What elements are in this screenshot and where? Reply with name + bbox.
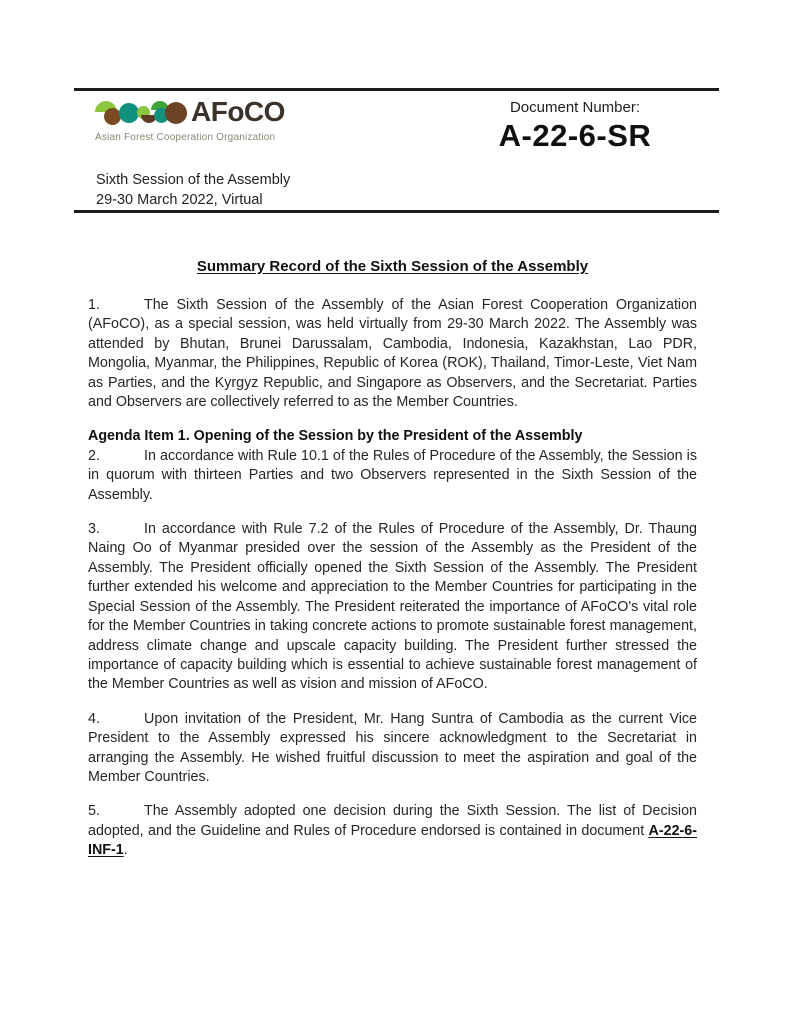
document-number-value: A-22-6-SR bbox=[498, 118, 652, 153]
header-rule-top bbox=[74, 88, 719, 91]
paragraph-5-text-before: The Assembly adopted one decision during the Sixth Session. The list of Decision adopted, and the Guideline and Rules of Procedure endorsed is contained in document bbox=[88, 803, 697, 839]
agenda-item-1-heading: Agenda Item 1. Opening of the Session by the President of the Assembly bbox=[88, 428, 583, 445]
paragraph-2-text: In accordance with Rule 10.1 of the Rules of Procedure of the Assembly, the Session is in quorum with thirteen Parties and two Observers represented in the Sixth Session of the Assembly. bbox=[88, 447, 697, 503]
paragraph-5 bbox=[88, 802, 697, 860]
paragraph-1-text: The Sixth Session of the Assembly of the Asian Forest Cooperation Organization (AFoCO), as a special session, was held virtually from 29-30 March 2022. The Assembly was attended by Bhutan, Brunei Darussalam, Cambodia, Indonesia, Kazakhstan, Lao PDR, Mongolia, Myanmar, the Philippines, Republic of Korea (ROK), Thailand, Timor-Leste, Viet Nam as Parties, and the Kyrgyz Republic, and Singapore as Observers, and the Secretariat. Parties and Observers are collectively referred to as the Member Countries. bbox=[88, 297, 697, 411]
document-number-label: Document Number: bbox=[509, 99, 641, 116]
document-ref-link[interactable]: A-22-6-INF-1 bbox=[88, 822, 697, 859]
document-number-block bbox=[455, 99, 695, 154]
paragraph-5-text-after: . bbox=[123, 842, 128, 859]
logo-brand-text: AFoCO bbox=[191, 96, 285, 127]
paragraph-1 bbox=[88, 296, 697, 412]
paragraph-3-number: 3. bbox=[88, 521, 100, 538]
paragraph-2 bbox=[88, 447, 697, 505]
afoco-logo-icon bbox=[95, 98, 187, 129]
paragraph-2-number: 2. bbox=[88, 447, 100, 464]
afoco-logo bbox=[95, 96, 395, 143]
paragraph-5-number: 5. bbox=[88, 803, 100, 820]
paragraph-3-text: In accordance with Rule 7.2 of the Rules of Procedure of the Assembly, Dr. Thaung Naing Oo of Myanmar presided over the session of the Assembly as the President of the Assembly. The President officially opened the Sixth Session of the Assembly. The President further extended his welcome and appreciation to the Member Countries for participating in the Special Session of the Assembly. The President reiterated the importance of AFoCO's vital role for the Member Countries in taking concrete actions to promote sustainable forest management, address climate change and upscale capacity building. The President further stressed the importance of capacity building which is essential to achieve sustainable forest management of the Member Countries as well as vision and mission of AFoCO. bbox=[88, 521, 697, 693]
paragraph-3 bbox=[88, 520, 697, 695]
logo-tree-shape bbox=[119, 103, 139, 123]
document-title: Summary Record of the Sixth Session of the Assembly bbox=[196, 258, 589, 275]
logo-tagline: Asian Forest Cooperation Organization bbox=[95, 132, 276, 143]
header-rule-bottom bbox=[74, 210, 719, 213]
logo-tree-shape bbox=[165, 102, 187, 124]
paragraph-4-text: Upon invitation of the President, Mr. Hang Suntra of Cambodia as the current Vice President to the Assembly expressed his sincere acknowledgment to the Secretariat in arranging the Assembly. He wished fruitful discussion to meet the aspiration and goal of the Member Countries. bbox=[88, 710, 697, 785]
paragraph-4-number: 4. bbox=[88, 710, 100, 727]
paragraph-4 bbox=[88, 710, 697, 788]
session-info bbox=[96, 170, 290, 210]
session-date: 29-30 March 2022, Virtual bbox=[96, 192, 263, 208]
paragraph-1-number: 1. bbox=[88, 297, 100, 313]
session-title: Sixth Session of the Assembly bbox=[96, 172, 291, 188]
document-body bbox=[88, 257, 697, 876]
